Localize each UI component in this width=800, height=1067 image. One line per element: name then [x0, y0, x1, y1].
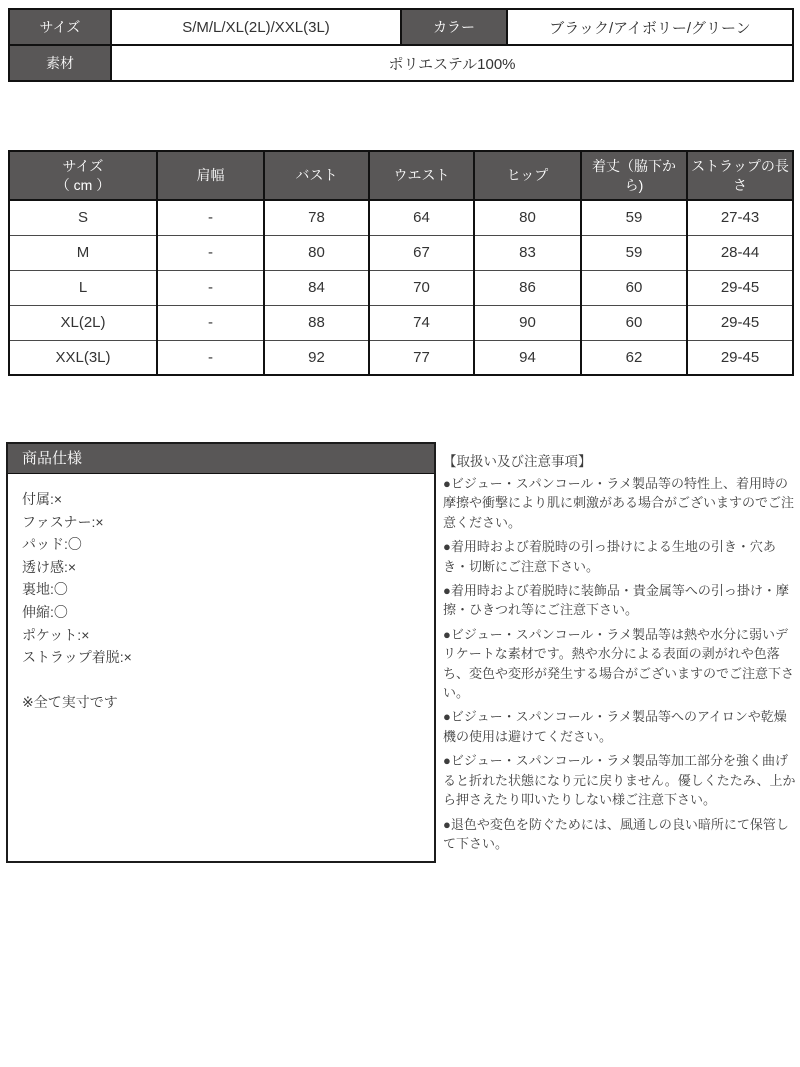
cell-waist: 77 [369, 340, 474, 375]
care-note-snagging: ●着用時および着脱時の引っ掛けによる生地の引き・穴あき・切断にご注意下さい。 [443, 539, 776, 574]
cell-bust: 80 [264, 235, 369, 270]
cell-shoulder: - [157, 235, 264, 270]
table-row-s [9, 200, 793, 235]
cell-hip: 83 [474, 235, 581, 270]
cell-length: 62 [581, 340, 687, 375]
spec-item-pad: パッド:〇 [22, 536, 82, 553]
care-note-jewelry: ●着用時および着脱時に装飾品・貴金属等への引っ掛け・摩擦・ひきつれ等にご注意下さい。 [443, 583, 789, 618]
cell-bust: 92 [264, 340, 369, 375]
column-header-shoulder: 肩幅 [157, 151, 264, 200]
column-header-size [9, 151, 157, 200]
care-note-bending: ●ビジュー・スパンコール・ラメ製品等加工部分を強く曲げると折れた状態になり元に戻りません。優しくたたみ、上から押さえたり叩いたりしない様ご注意下さい。 [443, 753, 796, 808]
cell-strap: 29-45 [687, 340, 793, 375]
column-header-hip: ヒップ [474, 151, 581, 200]
cell-shoulder: - [157, 340, 264, 375]
cell-strap: 28-44 [687, 235, 793, 270]
column-header-strap: ストラップの長さ [687, 151, 793, 200]
cell-shoulder: - [157, 305, 264, 340]
care-note-heat-moisture: ●ビジュー・スパンコール・ラメ製品等は熱や水分に弱いデリケートな素材です。熱や水分による表面の剥がれや色落ち、変色や変形が発生する場合がございますのでご注意下さい。 [443, 626, 795, 701]
product-spec-box [6, 442, 436, 863]
care-notes-title: 【取扱い及び注意事項】 [443, 454, 592, 469]
cell-hip: 90 [474, 305, 581, 340]
spec-item-sheerness: 透け感:× [22, 558, 77, 575]
cell-size: XXL(3L) [9, 340, 157, 375]
column-header-size-line1: サイズ [62, 157, 104, 174]
cell-strap: 29-45 [687, 305, 793, 340]
column-header-size-line2: （ cm ） [55, 176, 111, 193]
cell-hip: 80 [474, 200, 581, 235]
spec-item-strap-detach: ストラップ着脱:× [22, 649, 132, 666]
table-row-xxl3l [9, 340, 793, 375]
care-note-iron-dryer: ●ビジュー・スパンコール・ラメ製品等へのアイロンや乾燥機の使用は避けてください。 [443, 709, 787, 744]
spec-item-accessory: 付属:× [22, 491, 63, 507]
spec-box-title: 商品仕様 [8, 444, 434, 474]
summary-size-label: サイズ [9, 9, 111, 45]
care-note-friction: ●ビジュー・スパンコール・ラメ製品等の特性上、着用時の摩擦や衝撃により肌に刺激がある場合がございますのでご注意ください。 [443, 476, 795, 530]
table-row-m [9, 235, 793, 270]
cell-waist: 70 [369, 270, 474, 305]
cell-hip: 86 [474, 270, 581, 305]
cell-strap: 29-45 [687, 270, 793, 305]
summary-material-value: ポリエステル100% [111, 45, 793, 81]
cell-shoulder: - [157, 270, 264, 305]
product-summary-table [8, 8, 794, 82]
table-row-l [9, 270, 793, 305]
care-notes-section [443, 452, 796, 858]
cell-waist: 74 [369, 305, 474, 340]
cell-size: M [9, 235, 157, 270]
table-row-xl2l [9, 305, 793, 340]
cell-bust: 78 [264, 200, 369, 235]
cell-size: L [9, 270, 157, 305]
spec-measurement-note: ※全て実寸です [22, 693, 118, 710]
column-header-length: 着丈（脇下から) [581, 151, 687, 200]
size-chart-header-row [9, 151, 793, 200]
cell-waist: 67 [369, 235, 474, 270]
size-chart-table [8, 150, 794, 376]
spec-item-stretch: 伸縮:〇 [22, 603, 68, 620]
cell-length: 60 [581, 270, 687, 305]
summary-color-label: カラー [401, 9, 507, 45]
summary-material-label: 素材 [9, 45, 111, 81]
cell-size: XL(2L) [9, 305, 157, 340]
cell-waist: 64 [369, 200, 474, 235]
cell-hip: 94 [474, 340, 581, 375]
column-header-waist: ウエスト [369, 151, 474, 200]
spec-item-lining: 裏地:〇 [22, 581, 68, 598]
column-header-bust: バスト [264, 151, 369, 200]
spec-item-pocket: ポケット:× [22, 626, 90, 643]
cell-length: 59 [581, 235, 687, 270]
cell-bust: 84 [264, 270, 369, 305]
cell-shoulder: - [157, 200, 264, 235]
cell-size: S [9, 200, 157, 235]
care-note-storage: ●退色や変色を防ぐためには、風通しの良い暗所にて保管して下さい。 [443, 816, 789, 851]
cell-strap: 27-43 [687, 200, 793, 235]
spec-box-body [8, 474, 434, 712]
spec-item-fastener: ファスナー:× [22, 513, 104, 530]
cell-length: 59 [581, 200, 687, 235]
cell-length: 60 [581, 305, 687, 340]
cell-bust: 88 [264, 305, 369, 340]
summary-color-value: ブラック/アイボリー/グリーン [507, 9, 793, 45]
summary-size-value: S/M/L/XL(2L)/XXL(3L) [111, 9, 401, 45]
